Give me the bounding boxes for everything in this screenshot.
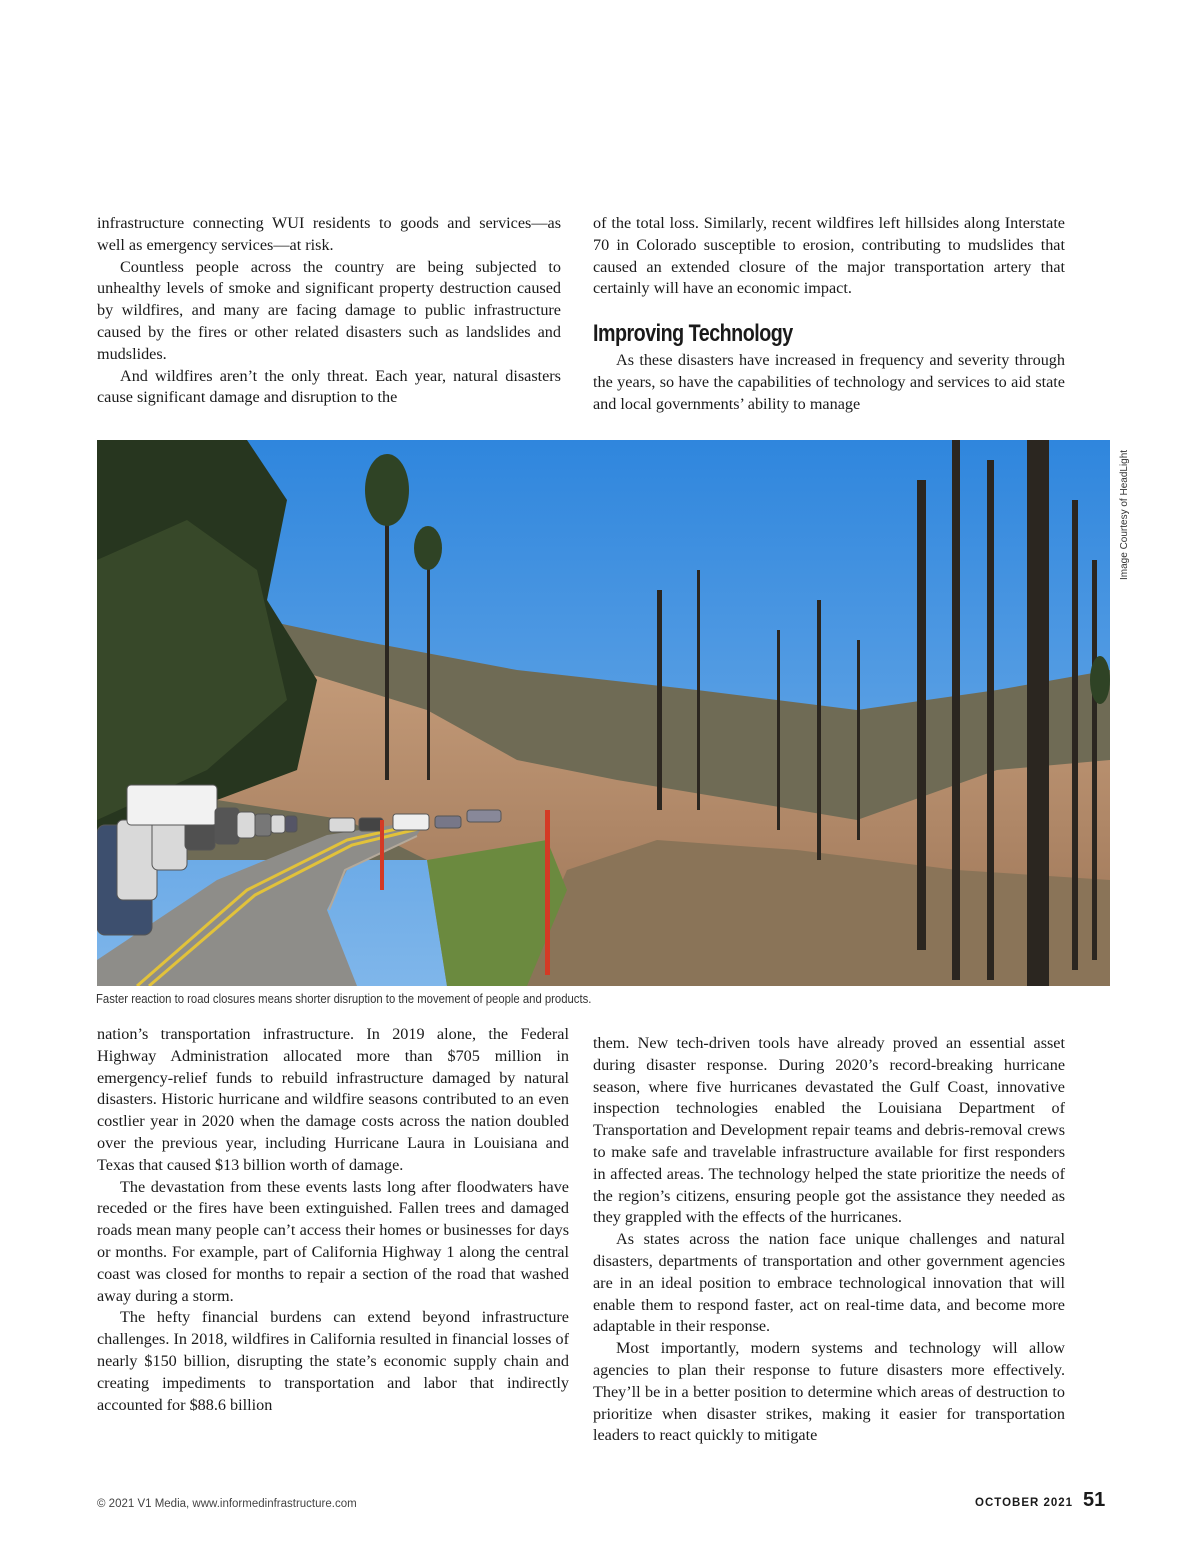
paragraph: of the total loss. Similarly, recent wildfires left hillsides along Interstate 70 in Colorado susceptible to erosion, contributing to mudslides that caused an extended closure of the major transportation artery that certainly will have an economic impact. xyxy=(593,214,1065,298)
section-heading: Improving Technology xyxy=(593,320,793,348)
paragraph: infrastructure connecting WUI residents to goods and services—as well as emergency services—at risk. xyxy=(97,214,561,254)
photo-caption: Faster reaction to road closures means shorter disruption to the movement of people and products. xyxy=(96,991,592,1006)
paragraph: Countless people across the country are being subjected to unhealthy levels of smoke and significant property destruction caused by wildfires, and many are facing damage to public infrastructure caused by the fires or other related disasters such as landslides and mudslides. xyxy=(97,257,561,363)
article-column-bottom-right xyxy=(593,1033,1065,1447)
paragraph: nation’s transportation infrastructure. In 2019 alone, the Federal Highway Administration allocated more than $705 million in emergency-relief funds to rebuild infrastructure damaged by natural disasters. Historic hurricane and wildfire seasons contributed to an even costlier year in 2020 when the damage costs across the nation doubled over the previous year, including Hurricane Laura in Louisiana and Texas that caused $13 billion worth of damage. xyxy=(97,1025,569,1174)
page-number: 51 xyxy=(1083,1489,1106,1511)
photo-credit: Image Courtesy of HeadLight xyxy=(1119,449,1130,580)
paragraph: them. New tech-driven tools have already proved an essential asset during disaster response. During 2020’s record-breaking hurricane season, where five hurricanes devastated the Gulf Coast, innovative inspection technologies enabled the Louisiana Department of Transportation and Development repair teams and debris-removal crews to make safe and travelable infrastructure available for first responders in affected areas. The technology helped the state prioritize the needs of the region’s citizens, ensuring people got the assistance they needed as they grappled with the effects of the hurricanes. xyxy=(593,1034,1065,1227)
paragraph: As states across the nation face unique challenges and natural disasters, departments of transportation and other government agencies are in an ideal position to embrace technological innovation that will enable them to respond faster, act on real-time data, and become more adaptable in their response. xyxy=(593,1230,1065,1336)
paragraph: As these disasters have increased in frequency and severity through the years, so have the capabilities of technology and services to aid state and local governments’ ability to manage xyxy=(593,351,1065,413)
footer-issue-date: OCTOBER 2021 xyxy=(975,1497,1074,1509)
paragraph: The hefty financial burdens can extend beyond infrastructure challenges. In 2018, wildfires in California resulted in financial losses of nearly $150 billion, disrupting the state’s economic supply chain and creating impediments to transportation and labor that indirectly accounted for $88.6 billion xyxy=(97,1308,569,1414)
article-column-top-left xyxy=(97,213,561,409)
paragraph: The devastation from these events lasts long after floodwaters have receded or the fires have been extinguished. Fallen trees and damaged roads mean many people can’t access their homes or businesses for days or months. For example, part of California Highway 1 along the central coast was closed for months to repair a section of the road that washed away during a storm. xyxy=(97,1177,569,1305)
footer-copyright: © 2021 V1 Media, www.informedinfrastructure.com xyxy=(97,1498,357,1510)
burned-forest-road-photo xyxy=(97,440,1110,986)
paragraph: And wildfires aren’t the only threat. Each year, natural disasters cause significant damage and disruption to the xyxy=(97,366,561,407)
article-column-top-right xyxy=(593,213,1065,416)
article-column-bottom-left xyxy=(97,1024,569,1416)
paragraph: Most importantly, modern systems and technology will allow agencies to plan their response to future disasters more effectively. They’ll be in a better position to determine which areas of destruction to prioritize when disaster strikes, making it easier for transportation leaders to react quickly to mitigate xyxy=(593,1339,1065,1445)
